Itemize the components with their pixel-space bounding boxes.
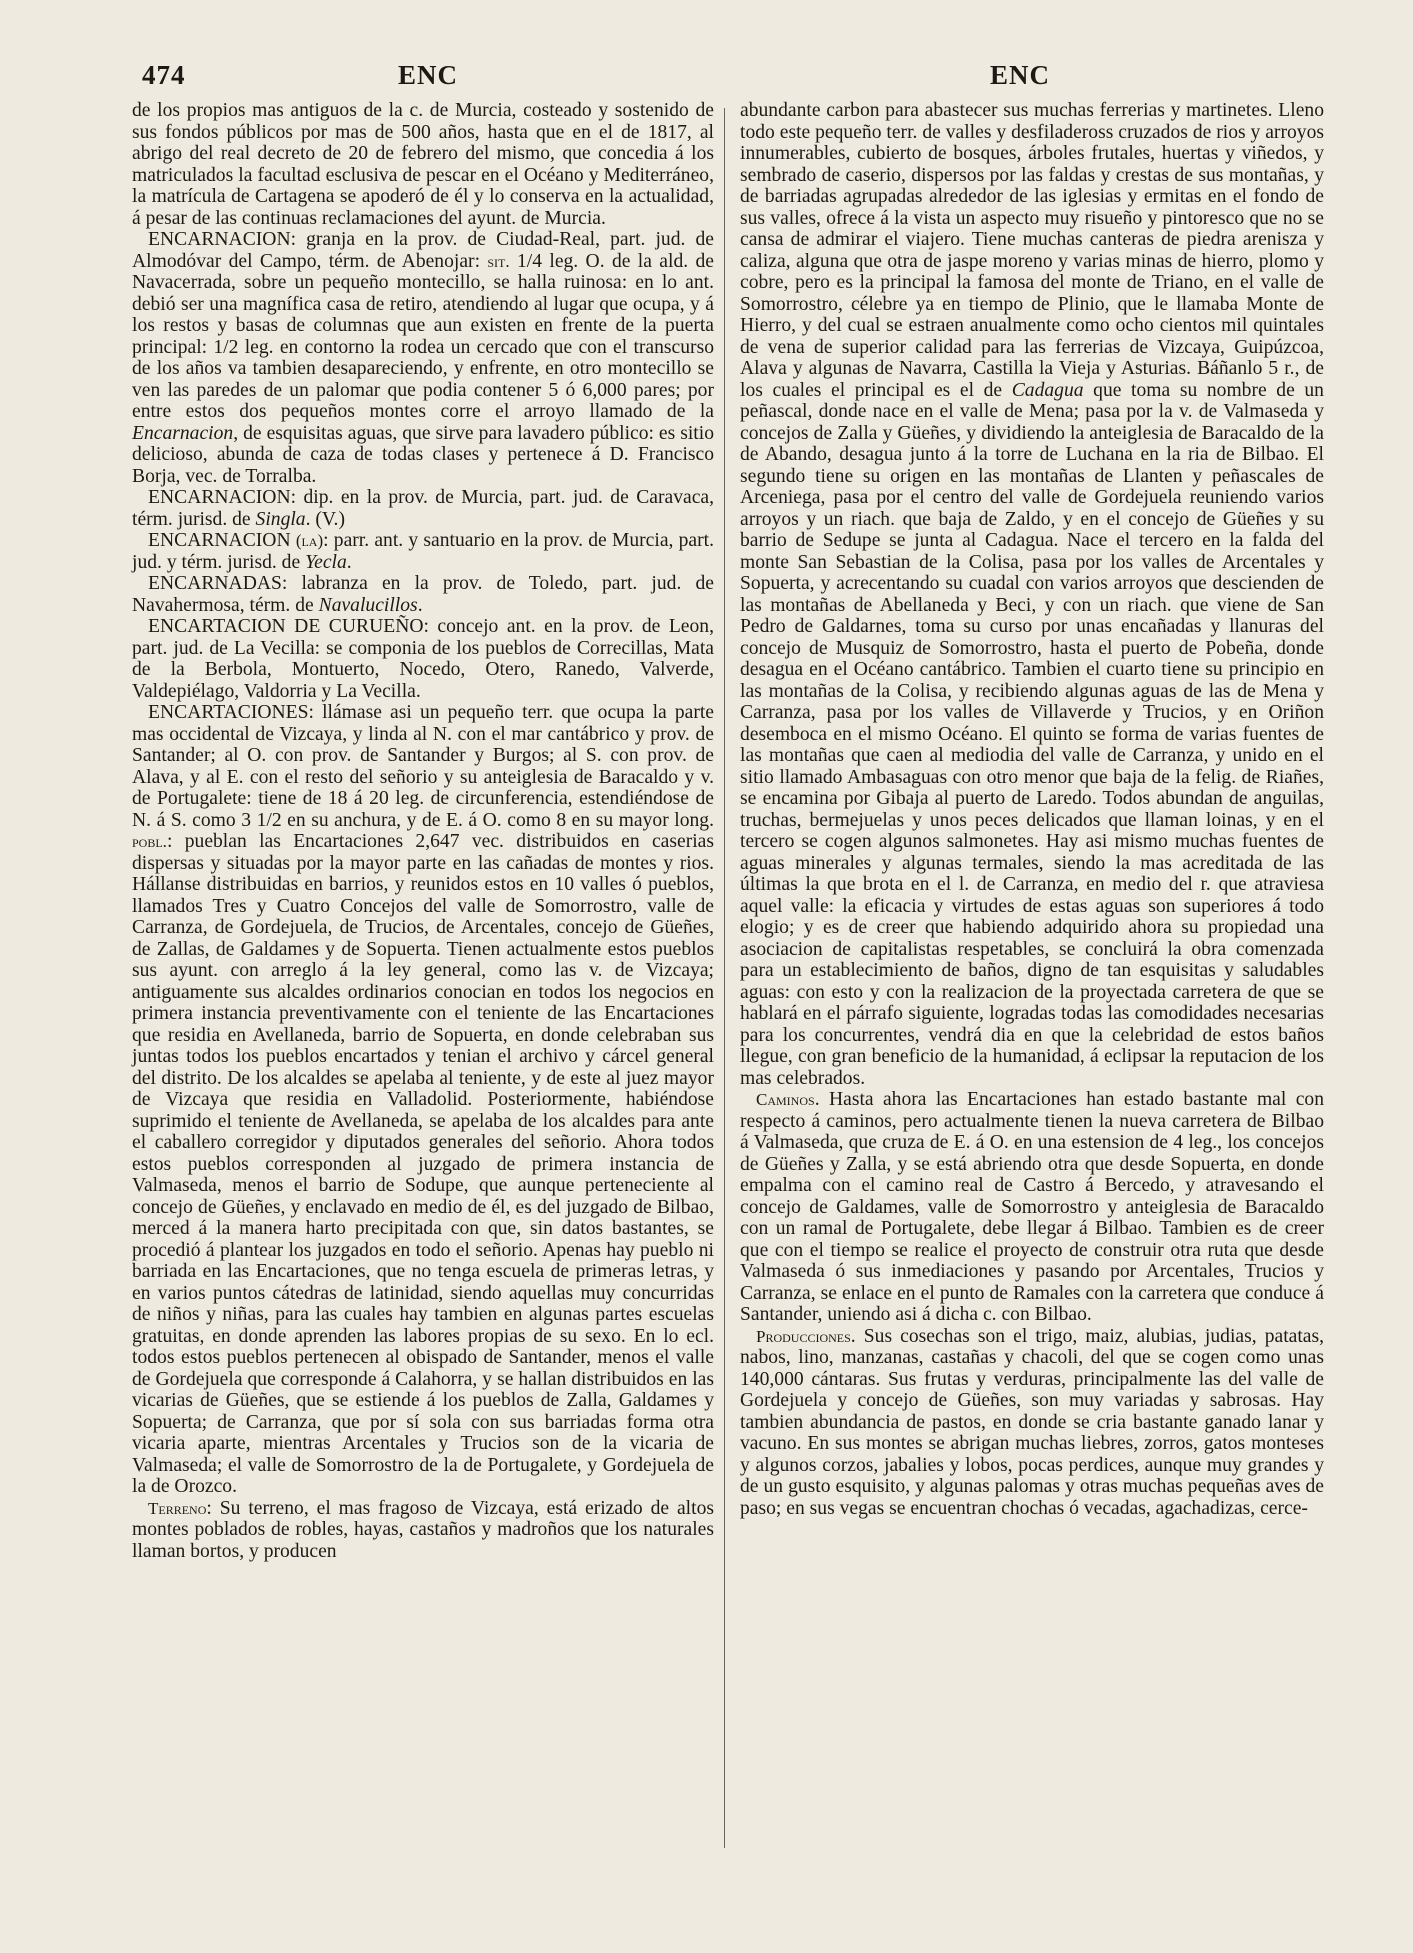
- page-header: [0, 60, 1413, 100]
- section-terreno: Terreno: Su terreno, el mas fragoso de Vizcaya, está erizado de altos montes poblados de robles, hayas, castaños y madroños que los naturales llaman bortos, y producen: [132, 1497, 714, 1562]
- entry-encarnacion-granja: ENCARNACION: granja en la prov. de Ciudad-Real, part. jud. de Almodóvar del Campo, térm. de Abenojar: sit. 1/4 leg. O. de la ald. de Navacerrada, sobre un pequeño montecillo, se halla ruinosa: en lo ant. debió ser una magnífica casa de retiro, atendiendo al lugar que ocupa, y á los restos y basas de columnas que aun existen en frente de la puerta principal: 1/2 leg. en contorno la rodea un cercado que con el transcurso de los años va tambien desapareciendo, y enfrente, en otro montecillo se ven las paredes de un palomar que podia contener 5 ó 6,000 pares; por entre estos dos pequeños montes corre el arroyo llamado de la Encarnacion, de esquisitas aguas, que sirve para lavadero público: es sitio delicioso, abunda de caza de todas clases y pertenece á D. Francisco Borja, vec. de Torralba.: [132, 229, 714, 487]
- running-head-left: ENC: [398, 60, 459, 90]
- entry-encartacion-de-curueno: ENCARTACION DE CURUEÑO: concejo ant. en la prov. de Leon, part. jud. de La Vecilla: se componia de los pueblos de Correcillas, Mata de la Berbola, Montuerto, Nocedo, Otero, Ranedo, Valverde, Valdepiélago, Valdorria y La Vecilla.: [132, 616, 714, 702]
- section-caminos: Caminos. Hasta ahora las Encartaciones han estado bastante mal con respecto á caminos, pero actualmente tienen la nueva carretera de Bilbao á Valmaseda, que cruza de E. á O. en una estension de 4 leg., los concejos de Güeñes y Zalla, y se está abriendo otra que desde Sopuerta, en donde empalma con el camino real de Castro á Bercedo, y atravesando el concejo de Galdames, valle de Somorrostro y anteiglesia de Baracaldo con un ramal de Portugalete, debe llegar á Bilbao. Tambien es de creer que con el tiempo se realice el proyecto de construir otra ruta que desde Valmaseda ó sus inmediaciones y pasando por Arcentales, Trucios y Carranza, se enlace en el punto de Ramales con la carretera que conduce á Santander, uniendo asi á dicha c. con Bilbao.: [740, 1089, 1324, 1325]
- entry-encarnacion-la: ENCARNACION (la): parr. ant. y santuario en la prov. de Murcia, part. jud. y térm. jurisd. de Yecla.: [132, 530, 714, 573]
- left-column: [132, 100, 714, 1562]
- right-column: [740, 100, 1324, 1519]
- section-producciones: Producciones. Sus cosechas son el trigo, maiz, alubias, judias, patatas, nabos, lino, manzanas, castañas y chacoli, del que se cogen como unas 140,000 cántaras. Sus frutas y verduras, principalmente las del valle de Gordejuela y concejo de Güeñes, son muy variadas y sabrosas. Hay tambien abundancia de pastos, en donde se cria bastante ganado lanar y vacuno. En sus montes se abrigan muchas liebres, zorros, gatos monteses y algunos corzos, jabalies y lobos, pocas perdices, aunque muy grandes y de un gusto esquisito, y algunas palomas y otras muchas pequeñas aves de paso; en sus vegas se encuentran chochas ó vecadas, agachadizas, cerce-: [740, 1325, 1324, 1519]
- running-head-right: ENC: [990, 60, 1051, 90]
- paragraph-terreno-continued: abundante carbon para abastecer sus muchas ferrerias y martinetes. Lleno todo este pequeño terr. de valles y desfiladeross cruzados de rios y arroyos innumerables, cubierto de bosques, árboles frutales, huertas y viñedos, y sembrado de caserio, dispersos por las faldas y crestas de sus montañas, y de barriadas agrupadas alrededor de las iglesias y ermitas en el fondo de sus valles, ofrece á la vista un aspecto muy risueño y pintoresco que no se cansa de admirar el viajero. Tiene muchas canteras de piedra arenisza y caliza, alguna que otra de jaspe moreno y varias minas de hierro, plomo y cobre, pero es la principal la famosa del monte de Triano, en el valle de Somorrostro, célebre ya en tiempo de Plinio, que le llamaba Monte de Hierro, y del cual se estraen anualmente como ocho cientos mil quintales de vena de superior calidad para las ferrerias de Vizcaya, Guipúzcoa, Alava y algunas de Navarra, Castilla la Vieja y Asturias. Báñanlo 5 r., de los cuales el principal es el de Cadagua que toma su nombre de un peñascal, donde nace en el valle de Mena; pasa por la v. de Valmaseda y concejos de Zalla y Güeñes, y dividiendo la anteiglesia de Baracaldo de la de Abando, desagua junto á la torre de Luchana en la ria de Bilbao. El segundo tiene su origen en las montañas de Llanten y peñascales de Arceniega, pasa por el centro del valle de Gordejuela reuniendo varios arroyos y un riach. que baja de Zaldo, y en el concejo de Güeñes y su barrio de Sedupe se junta al Cadagua. Nace el tercero en la falda del monte San Sebastian de la Colisa, pasa por los valles de Arcentales y Sopuerta, y acrecentando su cuadal con varios arroyos que descienden de las montañas de Abellaneda y Beci, y con un riach. que viene de San Pedro de Galdarnes, toma su curso por unas encañadas y llanuras del concejo de Musquiz de Somorrostro, hasta el puerto de Pobeña, donde desagua en el Océano cantábrico. Tambien el cuarto tiene su principio en las montañas de la Colisa, y recibiendo algunas aguas de las de Mena y Carranza, pasa por los valles de Villaverde y Trucios, y en Oriñon desemboca en el mismo Océano. El quinto se forma de varias fuentes de las montañas que caen al mediodia del valle de Carranza, y unido en el sitio llamado Ambasaguas con otro menor que baja de la felig. de Riañes, se encamina por Gibaja al puerto de Laredo. Todos abundan de anguilas, truchas, bermejuelas y unos peces delicados que llaman loinas, y en el tercero se cogen algunos salmonetes. Hay asi mismo muchas fuentes de aguas minerales y algunas termales, siendo la mas acreditada de las últimas la que brota en el l. de Carranza, en medio del r. que atraviesa aquel valle: la eficacia y virtudes de estas aguas son superiores á todo elogio; y es de creer que habiendo adquirido ahora su propiedad una asociacion de capitalistas respetables, se concluirá la obra comenzada para un establecimiento de baños, digno de tan esquisitas y saludables aguas: con esto y con la realizacion de la proyectada carretera de que se hablará en el párrafo siguiente, logradas todas las comodidades necesarias para los concurrentes, vendrá dia en que la celebridad de estos baños llegue, con gran beneficio de la humanidad, á eclipsar la reputacion de los mas celebrados.: [740, 100, 1324, 1089]
- entry-encarnacion-dip: ENCARNACION: dip. en la prov. de Murcia, part. jud. de Caravaca, térm. jurisd. de Singla. (V.): [132, 487, 714, 530]
- entry-encarnadas: ENCARNADAS: labranza en la prov. de Toledo, part. jud. de Navahermosa, térm. de Navalucillos.: [132, 573, 714, 616]
- paragraph-continued: de los propios mas antiguos de la c. de Murcia, costeado y sostenido de sus fondos públicos por mas de 500 años, hasta que en el de 1817, al abrigo del real decreto de 20 de febrero del mismo, que concedia á los matriculados la facultad esclusiva de pescar en el Océano y Mediterráneo, la matrícula de Cartagena se apoderó de él y lo conserva en la actualidad, á pesar de las continuas reclamaciones del ayunt. de Murcia.: [132, 100, 714, 229]
- page-number: 474: [142, 60, 186, 90]
- entry-encartaciones: ENCARTACIONES: llámase asi un pequeño terr. que ocupa la parte mas occidental de Vizcaya, y linda al N. con el mar cantábrico y prov. de Santander; al O. con prov. de Santander y Burgos; al S. con prov. de Alava, y al E. con el resto del señorio y su anteiglesia de Baracaldo y v. de Portugalete: tiene de 18 á 20 leg. de circunferencia, estendiéndose de N. á S. como 3 1/2 en su anchura, y de E. á O. como 8 en su mayor long. pobl.: pueblan las Encartaciones 2,647 vec. distribuidos en caserias dispersas y situadas por la mayor parte en las cañadas de montes y rios. Hállanse distribuidas en barrios, y reunidos estos en 10 valles ó pueblos, llamados Tres y Cuatro Concejos del valle de Somorrostro, valle de Carranza, de Gordejuela, de Trucios, de Arcentales, concejo de Güeñes, de Zallas, de Galdames y de Sopuerta. Tienen actualmente estos pueblos sus ayunt. con arreglo á la ley general, como las v. de Vizcaya; antiguamente sus alcaldes ordinarios conocian en todos los negocios en primera instancia preventivamente con el teniente de las Encartaciones que residia en Avellaneda, barrio de Sopuerta, en donde celebraban sus juntas todos los pueblos encartados y tenian el archivo y cárcel general del distrito. De los alcaldes se apelaba al teniente, y de este al juez mayor de Vizcaya que residia en Valladolid. Posteriormente, habiéndose suprimido el teniente de Avellaneda, se apelaba de los alcaldes para ante el caballero corregidor y diputados generales del señorio. Ahora todos estos pueblos corresponden al juzgado de primera instancia de Valmaseda, menos el barrio de Sodupe, que aunque perteneciente al concejo de Güeñes, y enclavado en medio de él, es del juzgado de Bilbao, merced á la manera harto precipitada con que, sin datos bastantes, se procedió á plantear los juzgados en todo el señorio. Apenas hay pueblo ni barriada en las Encartaciones, que no tenga escuela de primeras letras, y en varios puntos cátedras de latinidad, siendo aquellas muy concurridas de niños y niñas, para las cuales hay tambien en algunas partes escuelas gratuitas, en donde aprenden las labores propias de su sexo. En lo ecl. todos estos pueblos pertenecen al obispado de Santander, menos el valle de Gordejuela que corresponde á Calahorra, y se hallan distribuidos en las vicarias de Güeñes, que se estiende á los pueblos de Zalla, Galdames y Sopuerta; de Carranza, que por sí sola con sus barriadas forma otra vicaria aparte, mientras Arcentales y Trucios son de la vicaria de Valmaseda; el valle de Somorrostro de la de Portugalete, y Gordejuela de la de Orozco.: [132, 702, 714, 1497]
- column-divider: [724, 108, 725, 1848]
